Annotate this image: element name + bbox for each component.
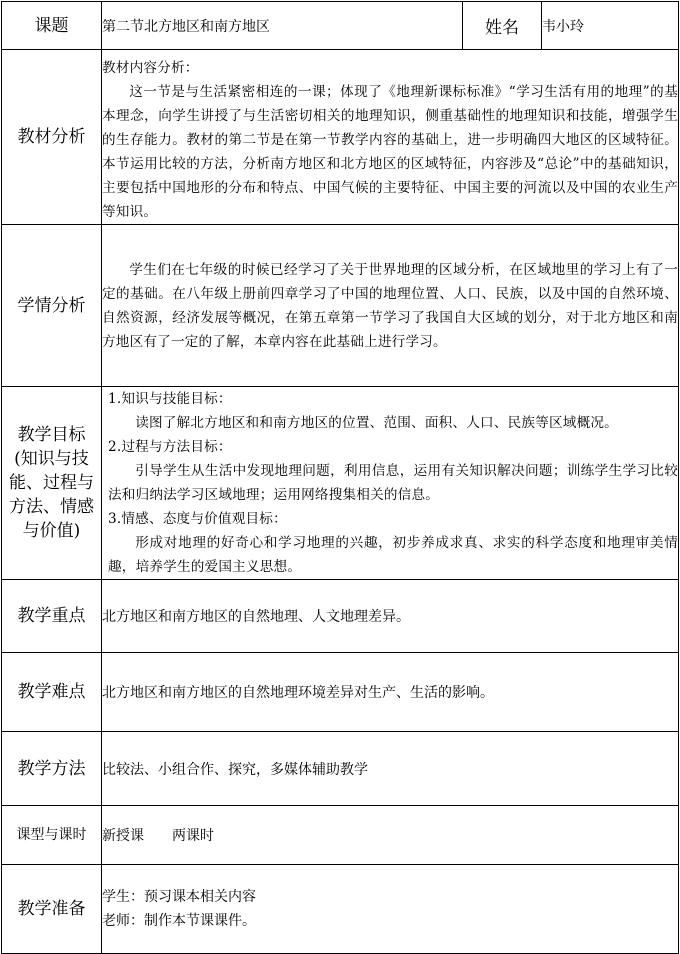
students-label: 学情分析 <box>2 225 102 387</box>
emotion-heading: 3.情感、态度与价值观目标： <box>108 511 287 527</box>
objectives-label <box>2 387 102 580</box>
difficulties-row <box>2 653 679 732</box>
knowledge-text: 读图了解北方地区和和南方地区的位置、范围、面积、人口、民族等区域概况。 <box>135 415 618 431</box>
difficulties-value: 北方地区和南方地区的自然地理环境差异对生产、生活的影响。 <box>102 653 679 732</box>
key-points-label: 教学重点 <box>2 580 102 653</box>
objectives-label-line: 与价值) <box>22 521 81 541</box>
objectives-content <box>102 387 679 580</box>
students-content <box>102 225 679 387</box>
methods-label: 教学方法 <box>2 732 102 806</box>
objectives-label-line: 能、过程与 <box>9 473 94 493</box>
process-heading: 2.过程与方法目标： <box>108 439 232 455</box>
material-heading: 教材内容分析： <box>102 60 199 76</box>
preparation-content <box>102 865 679 954</box>
key-points-row <box>2 580 679 653</box>
lesson-plan-table <box>1 1 679 954</box>
preparation-row <box>2 865 679 954</box>
preparation-teacher: 老师：制作本节课课件。 <box>102 913 256 929</box>
topic-label: 课题 <box>2 2 102 50</box>
material-row <box>2 50 679 225</box>
knowledge-heading: 1.知识与技能目标： <box>108 391 232 407</box>
lesson-type-row <box>2 806 679 865</box>
objectives-label-line: 方法、情感 <box>9 497 94 517</box>
objectives-label-line: (知识与技 <box>14 449 89 469</box>
topic-value: 第二节北方地区和南方地区 <box>102 2 463 50</box>
methods-row <box>2 732 679 806</box>
preparation-label: 教学准备 <box>2 865 102 954</box>
students-row <box>2 225 679 387</box>
preparation-student: 学生：预习课本相关内容 <box>102 889 256 905</box>
material-label: 教材分析 <box>2 50 102 225</box>
name-value: 韦小玲 <box>542 2 679 50</box>
methods-value: 比较法、小组合作、探究，多媒体辅助教学 <box>102 732 679 806</box>
material-paragraph: 这一节是与生活紧密相连的一课；体现了《地理新课标标准》“学习生活有用的地理”的基本理念，向学生讲授了与生活密切相关的地理知识，侧重基础性的地理知识和技能，增强学生的生存能力。教材的第二节是在第一节教学内容的基础上，进一步明确四大地区的区域特征。本节运用比较的方法，分析南方地区和北方地区的区域特征，内容涉及“总论”中的基础知识，主要包括中国地形的分布和特点、中国气候的主要特征、中国主要的河流以及中国的农业生产等知识。 <box>102 84 678 220</box>
objectives-label-line: 教学目标 <box>17 425 86 445</box>
students-paragraph: 学生们在七年级的时候已经学习了关于世界地理的区域分析，在区域地里的学习上有了一定的基础。在八年级上册前四章学习了中国的地理位置、人口、民族，以及中国的自然环境、自然资源，经济发展等概况，在第五章第一节学习了我国自大区域的划分，对于北方地区和南方地区有了一定的了解，本章内容在此基础上进行学习。 <box>102 261 678 350</box>
lesson-type-label: 课型与课时 <box>2 806 102 865</box>
emotion-text: 形成对地理的好奇心和学习地理的兴趣，初步养成求真、求实的科学态度和地理审美情趣，培养学生的爱国主义思想。 <box>108 535 678 575</box>
difficulties-label: 教学难点 <box>2 653 102 732</box>
objectives-row <box>2 387 679 580</box>
process-text: 引导学生从生活中发现地理问题，利用信息，运用有关知识解决问题；训练学生学习比较法和归纳法学习区域地理；运用网络搜集相关的信息。 <box>108 463 678 503</box>
lesson-type-value: 新授课 两课时 <box>102 806 679 865</box>
material-content <box>102 50 679 225</box>
name-label: 姓名 <box>463 2 542 50</box>
header-row <box>2 2 679 50</box>
key-points-value: 北方地区和南方地区的自然地理、人文地理差异。 <box>102 580 679 653</box>
